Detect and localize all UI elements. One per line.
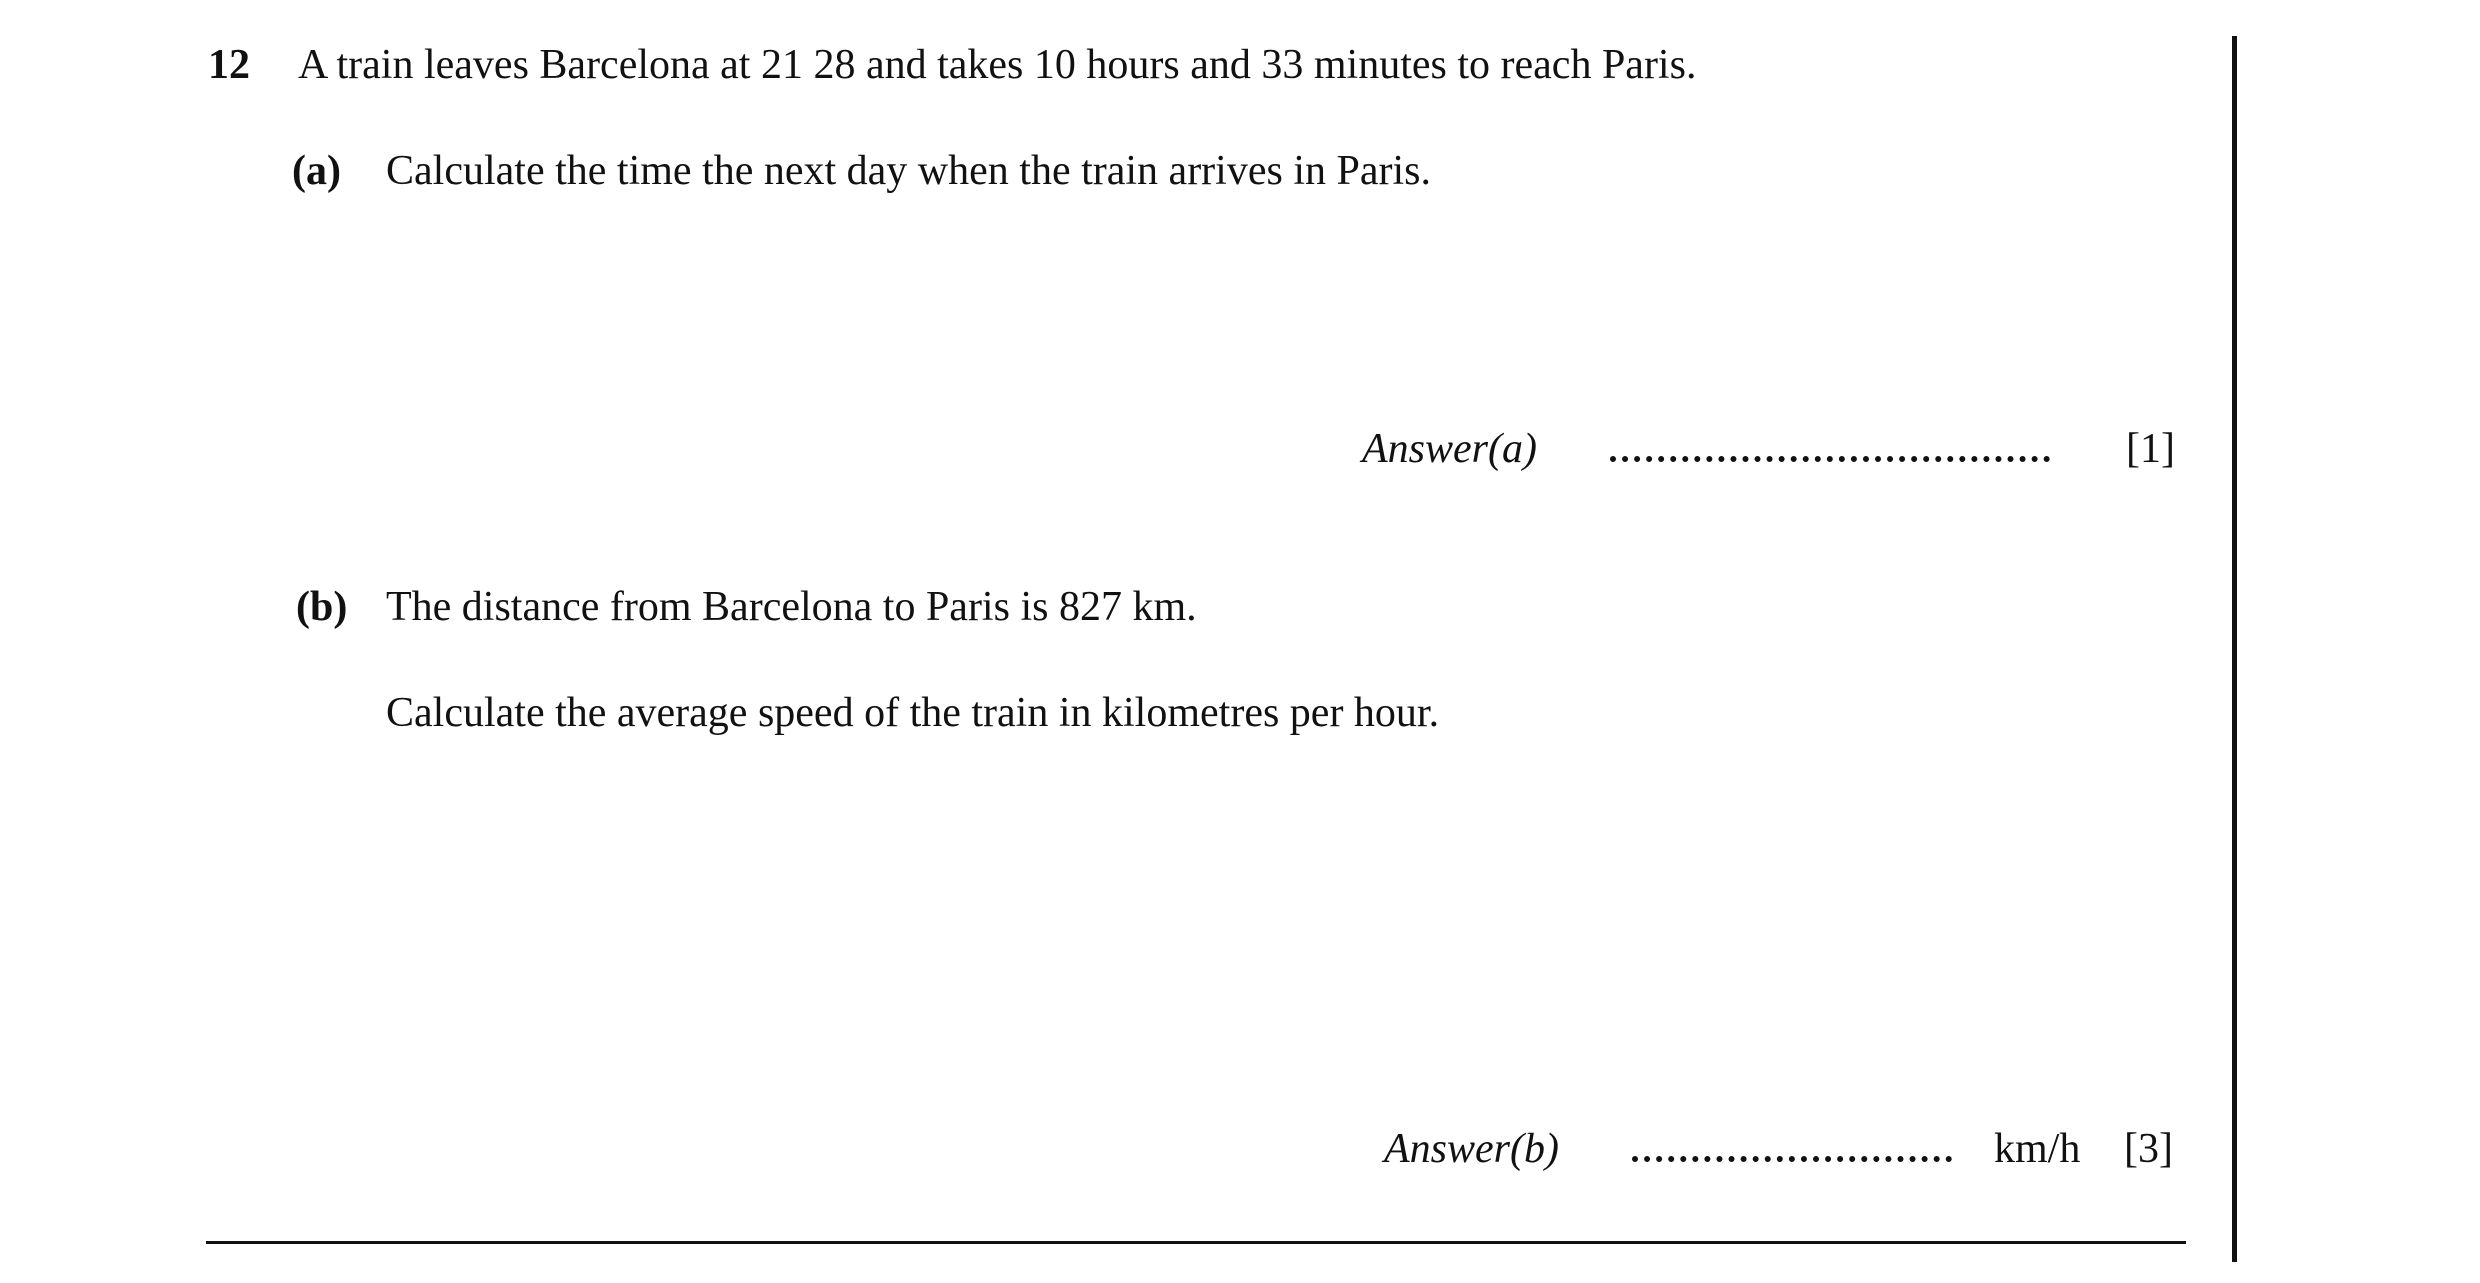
answer-a-line[interactable] [1610,456,2050,462]
answer-b-line[interactable] [1632,1156,1952,1162]
answer-b-label: Answer(b) [1384,1126,1559,1172]
part-a-label: (a) [292,148,341,194]
part-a-marks: [1] [2126,426,2175,472]
part-a-text: Calculate the time the next day when the train arrives in Paris. [386,148,1431,194]
part-b-marks: [3] [2124,1126,2173,1172]
margin-rule [2232,36,2237,1262]
bottom-rule [206,1241,2186,1244]
part-b-instruction: Calculate the average speed of the train in kilometres per hour. [386,690,1440,736]
part-b-label: (b) [296,584,348,630]
part-b-text: The distance from Barcelona to Paris is 827 km. [386,584,1197,630]
answer-a-label: Answer(a) [1362,426,1537,472]
question-number: 12 [208,42,250,88]
answer-b-unit: km/h [1994,1126,2081,1172]
question-stem: A train leaves Barcelona at 21 28 and takes 10 hours and 33 minutes to reach Paris. [298,42,1697,88]
